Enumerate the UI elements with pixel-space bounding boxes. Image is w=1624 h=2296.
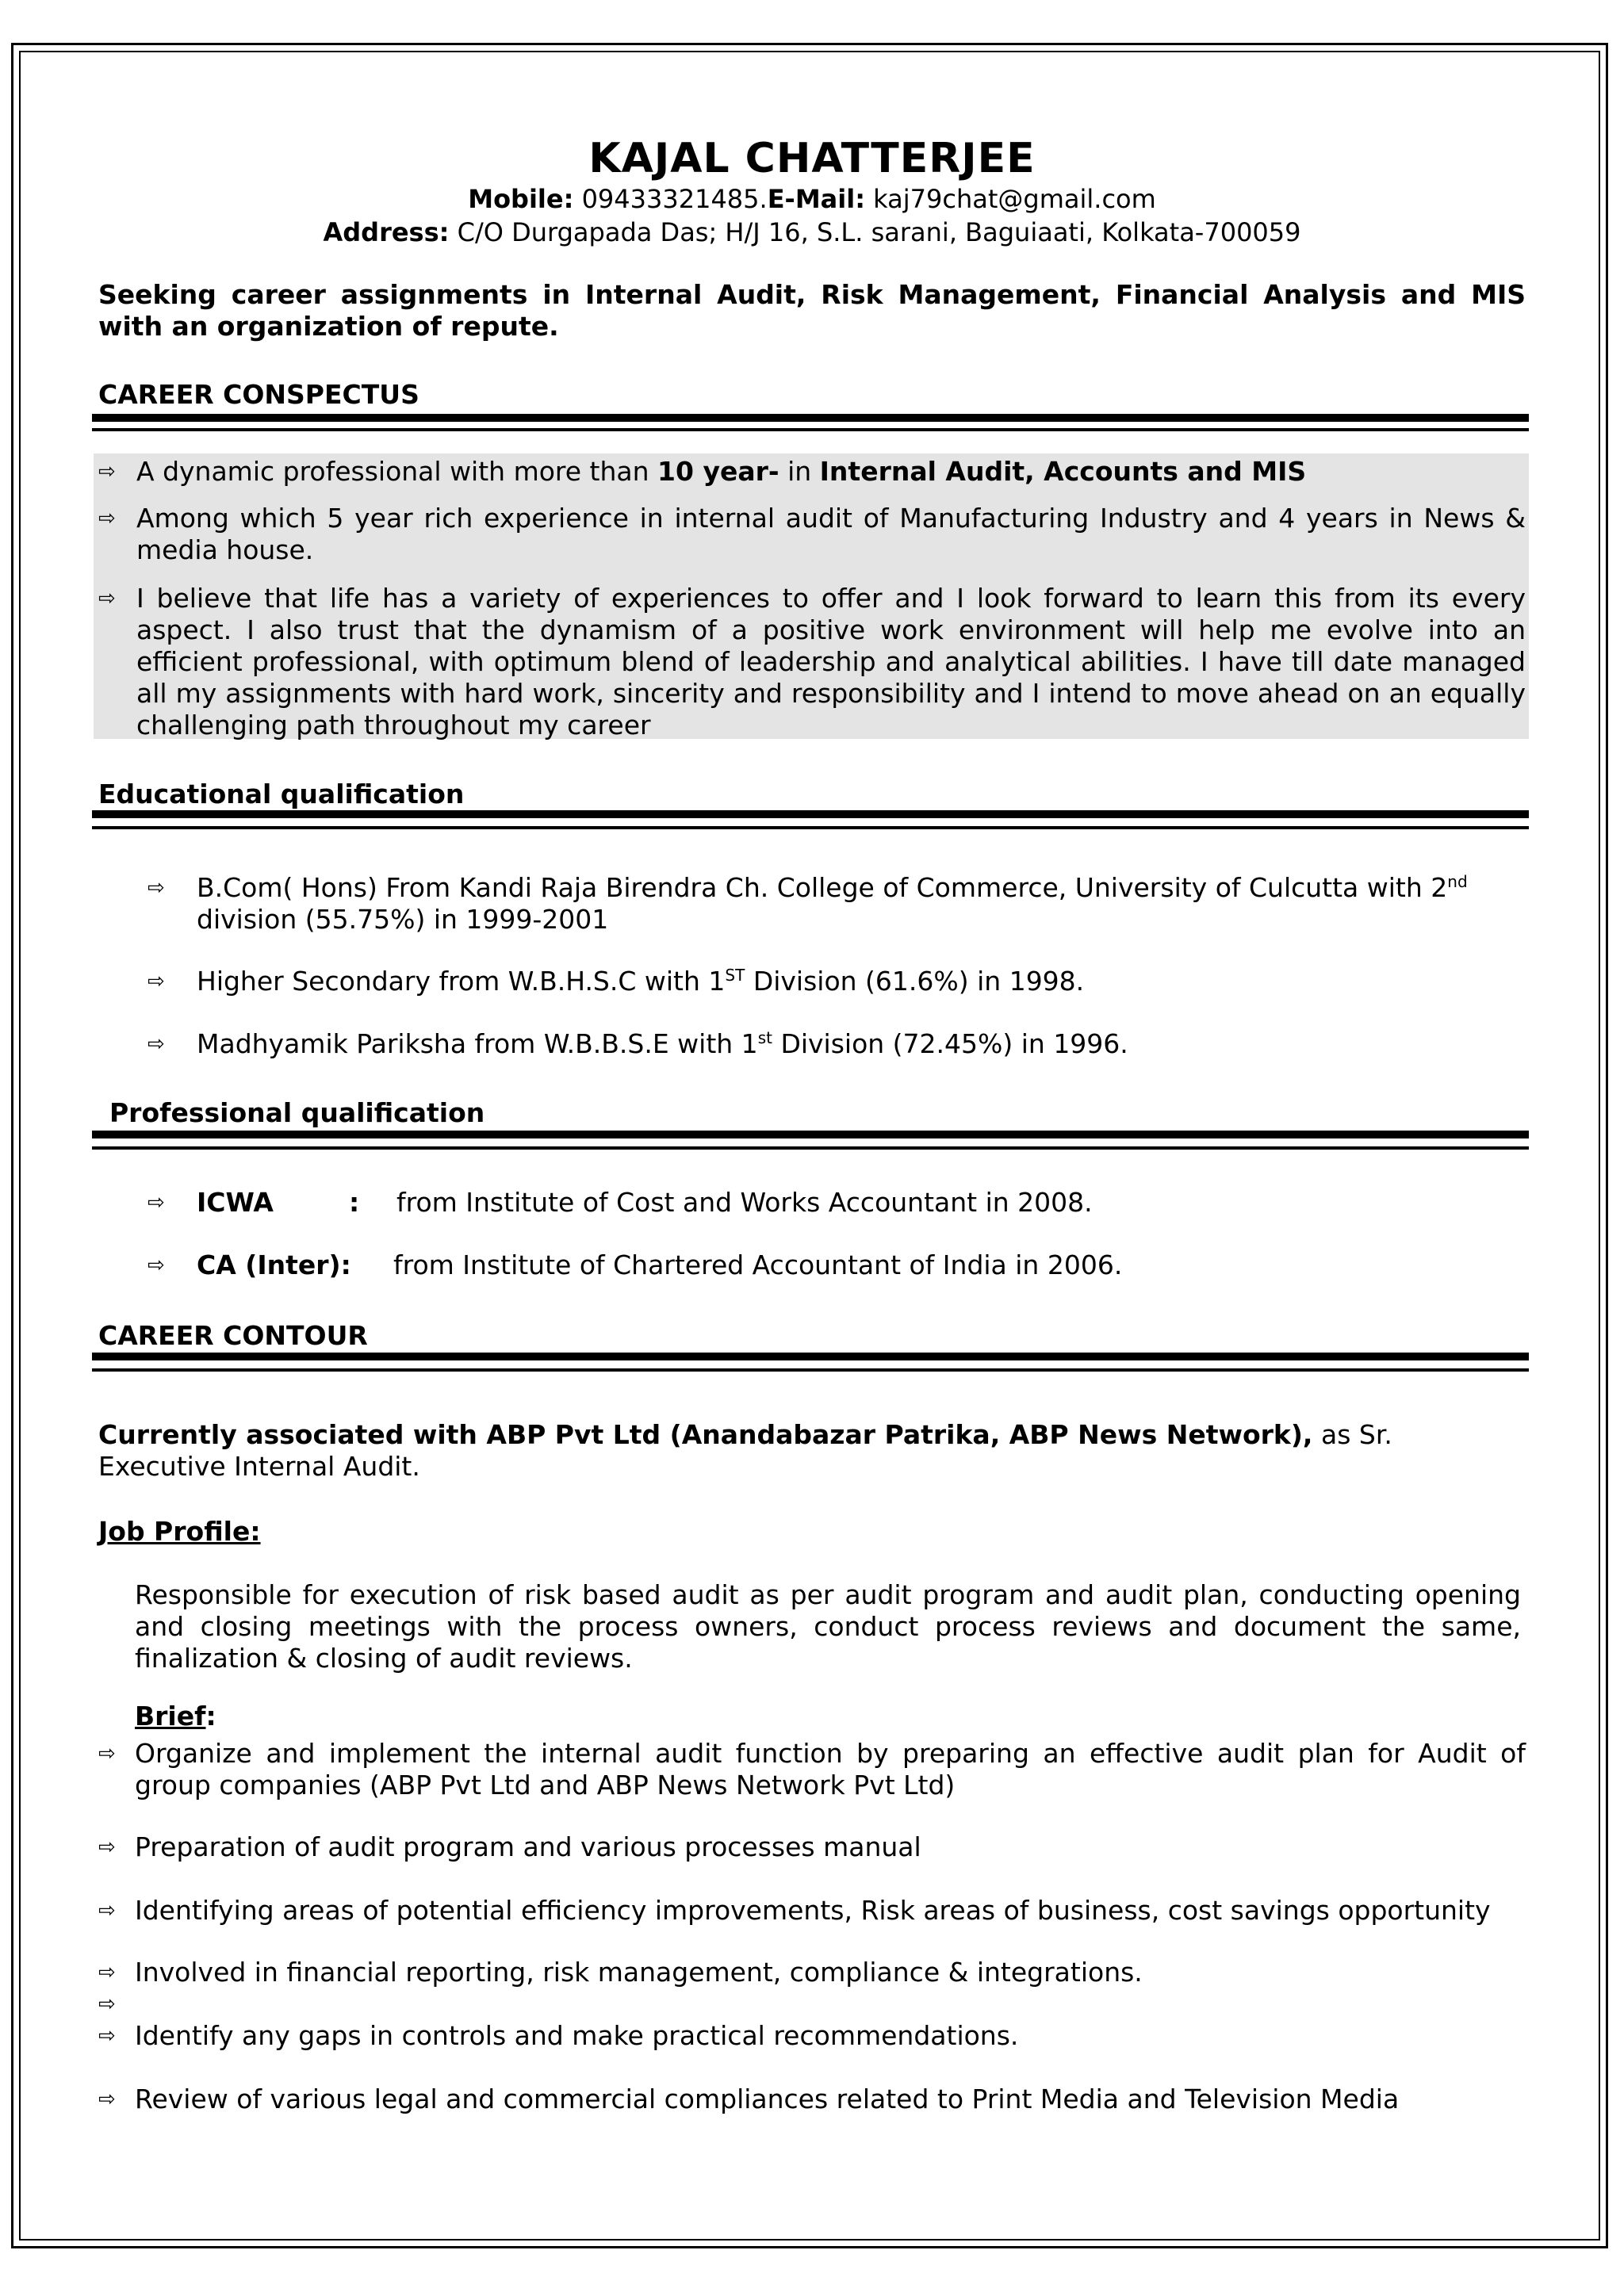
career-contour-heading: CAREER CONTOUR — [98, 1320, 368, 1351]
brief-heading-text: Brief — [135, 1701, 206, 1732]
arrow-bullet-icon: ⇨ — [98, 1835, 116, 1859]
current-role: as Sr. Executive Internal Audit. — [98, 1419, 1392, 1482]
brief-item6-text: Identify any gaps in controls and make practical recommendations. — [135, 2020, 1019, 2051]
professional-item2-label: CA (Inter): — [197, 1249, 351, 1280]
divider-thick — [92, 810, 1529, 818]
job-profile-text: Responsible for execution of risk based audit as per audit program and audit plan, conducting opening and closing meetings with the process owners, conduct process reviews and document the same, finalization & closing of audit reviews. — [135, 1579, 1521, 1674]
current-position — [98, 1419, 1526, 1483]
job-profile-heading — [98, 1516, 1526, 1548]
career-objective: Seeking career assignments in Internal Audit, Risk Management, Financial Analysis and MIS with an organization of repute. — [98, 279, 1526, 342]
arrow-bullet-icon: ⇨ — [147, 1032, 165, 1056]
education-item3-rest: Division (72.45%) in 1996. — [772, 1028, 1128, 1059]
education-heading: Educational qualification — [98, 779, 465, 809]
brief-colon: : — [205, 1701, 216, 1732]
career-conspectus-heading: CAREER CONSPECTUS — [98, 379, 419, 410]
professional-item1-label: ICWA — [197, 1187, 274, 1218]
arrow-bullet-icon: ⇨ — [98, 1961, 116, 1984]
address-value: C/O Durgapada Das; H/J 16, S.L. sarani, Baguiaati, Kolkata-700059 — [457, 217, 1301, 247]
conspectus-item2-text: Among which 5 year rich experience in internal audit of Manufacturing Industry and 4 years in News & media house. — [136, 503, 1526, 565]
education-item3-sup: st — [757, 1028, 772, 1047]
brief-item7-text: Review of various legal and commercial compliances related to Print Media and Television Media — [135, 2084, 1400, 2114]
divider-thin — [92, 428, 1529, 431]
education-item1-text: B.Com( Hons) From Kandi Raja Birendra Ch. College of Commerce, University of Culcutta with 2 — [197, 872, 1448, 903]
brief-heading — [135, 1701, 1562, 1732]
education-item2-text: Higher Secondary from W.B.H.S.C with 1 — [197, 966, 726, 997]
conspectus-item1-areas: Internal Audit, Accounts and MIS — [819, 456, 1307, 487]
contact-line — [0, 184, 1624, 214]
arrow-bullet-icon: ⇨ — [98, 460, 116, 484]
mobile-label: Mobile: — [468, 184, 574, 214]
professional-heading: Professional qualification — [109, 1097, 485, 1128]
job-profile-heading-text: Job Profile: — [98, 1516, 261, 1547]
arrow-bullet-icon: ⇨ — [98, 2087, 116, 2111]
divider-thick — [92, 414, 1529, 422]
candidate-name: KAJAL CHATTERJEE — [588, 135, 1036, 182]
education-item2-sup: ST — [725, 966, 745, 985]
arrow-bullet-icon: ⇨ — [147, 876, 165, 900]
professional-item1-colon: : — [349, 1187, 360, 1218]
divider-thin — [92, 1146, 1529, 1150]
brief-item3-text: Identifying areas of potential efficiency improvements, Risk areas of business, cost savings opportunity — [135, 1895, 1491, 1926]
education-item1-line2: division (55.75%) in 1999-2001 — [197, 904, 609, 935]
conspectus-item1-text: A dynamic professional with more than — [136, 456, 658, 487]
arrow-bullet-icon: ⇨ — [98, 1899, 116, 1923]
brief-item1-text: Organize and implement the internal audit function by preparing an effective audit plan for Audit of group companies (ABP Pvt Ltd and ABP News Network Pvt Ltd) — [135, 1738, 1526, 1800]
arrow-bullet-icon: ⇨ — [98, 1742, 116, 1766]
address-label: Address: — [323, 217, 450, 247]
email-label: E-Mail: — [767, 184, 865, 214]
arrow-bullet-icon: ⇨ — [98, 507, 116, 530]
conspectus-item3-text: I believe that life has a variety of experiences to offer and I look forward to learn this from its every aspect. I also trust that the dynamism of a positive work environment will help me evolve into an efficient professional, with optimum blend of leadership and analytical abilities. I have till date managed all my assignments with hard work, sincerity and responsibility and I intend to move ahead on an equally challenging path throughout my career — [136, 583, 1526, 740]
conspectus-item1-mid: in — [779, 456, 820, 487]
brief-item2-text: Preparation of audit program and various processes manual — [135, 1831, 921, 1862]
mobile-value: 09433321485. — [581, 184, 768, 214]
professional-item1-text: from Institute of Cost and Works Accountant in 2008. — [396, 1187, 1093, 1218]
divider-thick — [92, 1353, 1529, 1360]
professional-item2-text: from Institute of Chartered Accountant of India in 2006. — [393, 1249, 1123, 1280]
current-employer: Currently associated with ABP Pvt Ltd (Anandabazar Patrika, ABP News Network), — [98, 1419, 1313, 1450]
education-item1-sup: nd — [1447, 872, 1468, 891]
brief-item4-text: Involved in financial reporting, risk management, compliance & integrations. — [135, 1957, 1143, 1988]
arrow-bullet-icon: ⇨ — [98, 1992, 116, 2016]
arrow-bullet-icon: ⇨ — [98, 587, 116, 610]
address-line — [0, 217, 1624, 247]
arrow-bullet-icon: ⇨ — [147, 970, 165, 993]
arrow-bullet-icon: ⇨ — [147, 1191, 165, 1215]
education-item3-text: Madhyamik Pariksha from W.B.B.S.E with 1 — [197, 1028, 758, 1059]
divider-thick — [92, 1131, 1529, 1138]
email-value: kaj79chat@gmail.com — [873, 184, 1156, 214]
arrow-bullet-icon: ⇨ — [98, 2024, 116, 2048]
arrow-bullet-icon: ⇨ — [147, 1253, 165, 1277]
education-item2-rest: Division (61.6%) in 1998. — [745, 966, 1085, 997]
divider-thin — [92, 826, 1529, 829]
conspectus-item1-years: 10 year- — [657, 456, 779, 487]
divider-thin — [92, 1368, 1529, 1372]
